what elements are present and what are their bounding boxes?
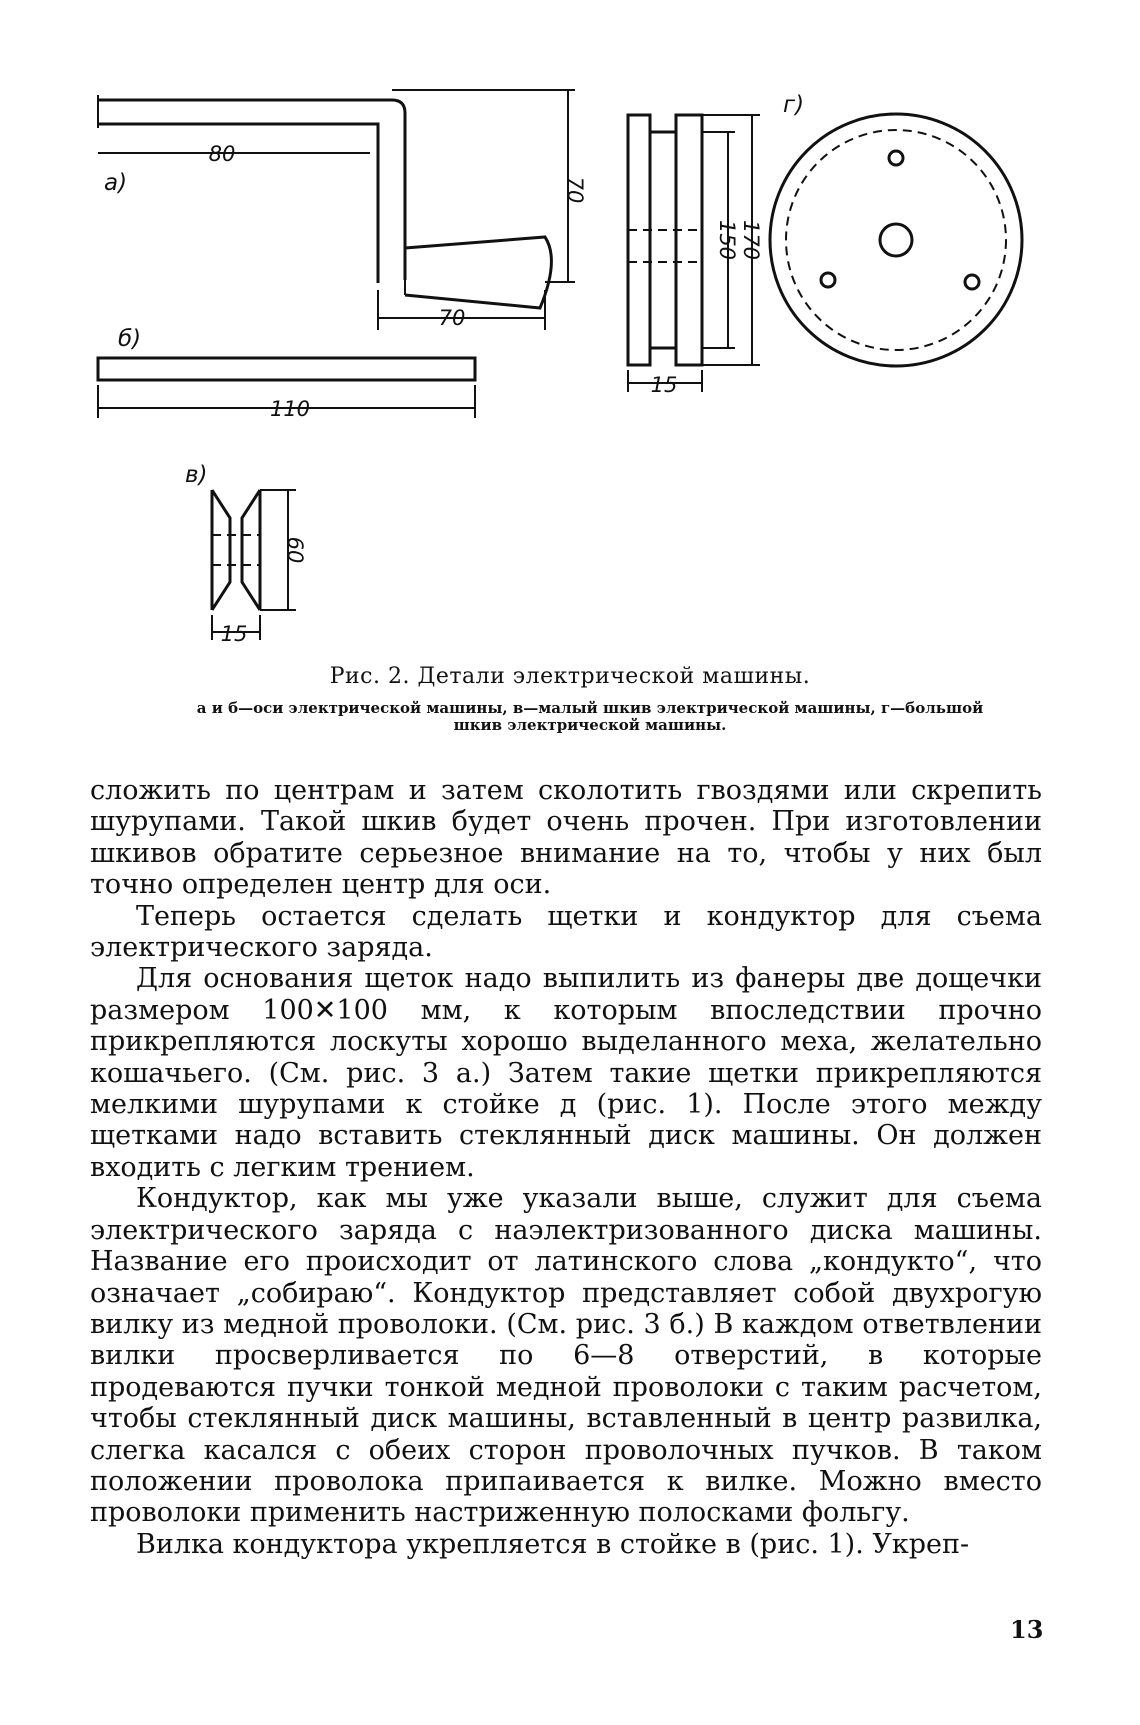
paragraph: сложить по центрам и затем сколотить гвоздями или скрепить шурупами. Такой шкив будет очень прочен. При изготовлении шкивов обратите серьезное внимание на то, чтобы у них был точно определен центр для оси. — [90, 775, 1042, 901]
axle-a-drawing — [98, 90, 575, 330]
small-pulley-drawing — [212, 490, 296, 640]
dim-axle-a-length: 80 — [208, 142, 236, 166]
machine-parts-figure — [0, 0, 1140, 760]
page-number: 13 — [1010, 1615, 1044, 1644]
label-v: в) — [185, 462, 208, 488]
paragraph: Кондуктор, как мы уже указали выше, служит для съема электрического заряда с наэлектризованного диска машины. Название его происходит от латинского слова „кондукто“, что означает „собираю“. Кондуктор представляет собой двухрогую вилку из медной проволоки. (См. рис. 3 б.) В каждом ответвлении вилки просверливается по 6—8 отверстий, в которые продеваются пучки тонкой медной проволоки с таким расчетом, чтобы стеклянный диск машины, вставленный в центр развилка, слегка касался с обеих сторон проволочных пучков. В таком положении проволока припаивается к вилке. Можно вместо проволоки применить настриженную полосками фольгу. — [90, 1183, 1042, 1529]
dim-large-pulley-inner: 150 — [715, 219, 739, 261]
dim-axle-b-length: 110 — [269, 397, 311, 421]
body-text — [90, 775, 1042, 1560]
paragraph: Для основания щеток надо выпилить из фанеры две дощечки размером 100✕100 мм, к которым впоследствии прочно прикрепляются лоскуты хорошо выделанного меха, желательно кошачьего. (См. рис. 3 а.) Затем такие щетки прикрепляются мелкими шурупами к стойке д (рис. 1). После этого между щетками надо вставить стеклянный диск машины. Он должен входить с легким трением. — [90, 963, 1042, 1183]
label-g: г) — [783, 92, 805, 118]
paragraph: Теперь остается сделать щетки и кондуктор для съема электрического заряда. — [90, 900, 1042, 964]
dim-small-pulley-width: 15 — [220, 622, 248, 646]
dim-large-pulley-outer: 170 — [739, 219, 763, 261]
paragraph: Вилка кондуктора укрепляется в стойке в (рис. 1). Укреп- — [136, 1528, 970, 1560]
large-pulley-front-drawing — [770, 114, 1022, 366]
figure-caption-title: Рис. 2. Детали электрической машины. — [329, 664, 811, 689]
dim-large-pulley-width: 15 — [650, 373, 678, 397]
dim-axle-a-height: 70 — [563, 176, 587, 204]
label-b: б) — [118, 326, 142, 352]
figure-caption-subtitle: а и б—оси электрической машины, в—малый шкив электрической машины, г—большой шкив электрической машины. — [196, 699, 984, 734]
label-a: а) — [104, 170, 128, 196]
dim-small-pulley-diameter: 60 — [283, 536, 307, 564]
dim-handle-length: 70 — [438, 306, 466, 330]
